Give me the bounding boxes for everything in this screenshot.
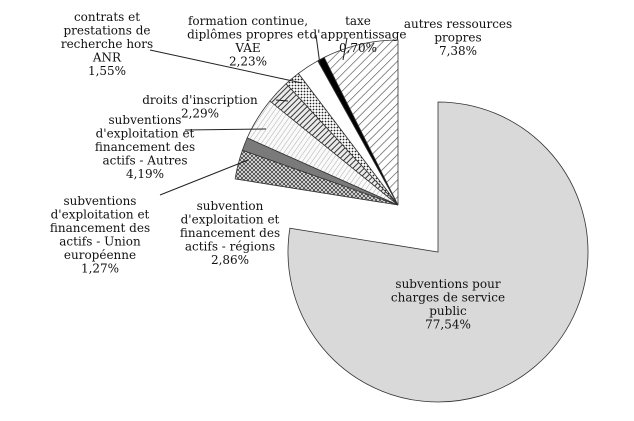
slice-label: contrats et prestations de recherche hors ANR 1,55% — [60, 10, 154, 78]
slice-label: droits d'inscription 2,29% — [142, 93, 258, 121]
slice-label: taxe d'apprentissage 0,70% — [309, 14, 407, 55]
slice-label: subventions d'exploitation et financement des actifs - Autres 4,19% — [94, 113, 196, 181]
slice-label: subventions pour charges de service public 77,54% — [390, 277, 506, 332]
slice-label: autres ressources propres 7,38% — [403, 17, 513, 58]
slice-label: formation continue, diplômes propres et VAE 2,23% — [187, 14, 309, 69]
leader-line — [150, 50, 302, 83]
slice-label: subventions d'exploitation et financement des actifs - Union européenne 1,27% — [49, 194, 151, 276]
slice-label: subvention d'exploitation et financement des actifs - régions 2,86% — [179, 199, 281, 267]
